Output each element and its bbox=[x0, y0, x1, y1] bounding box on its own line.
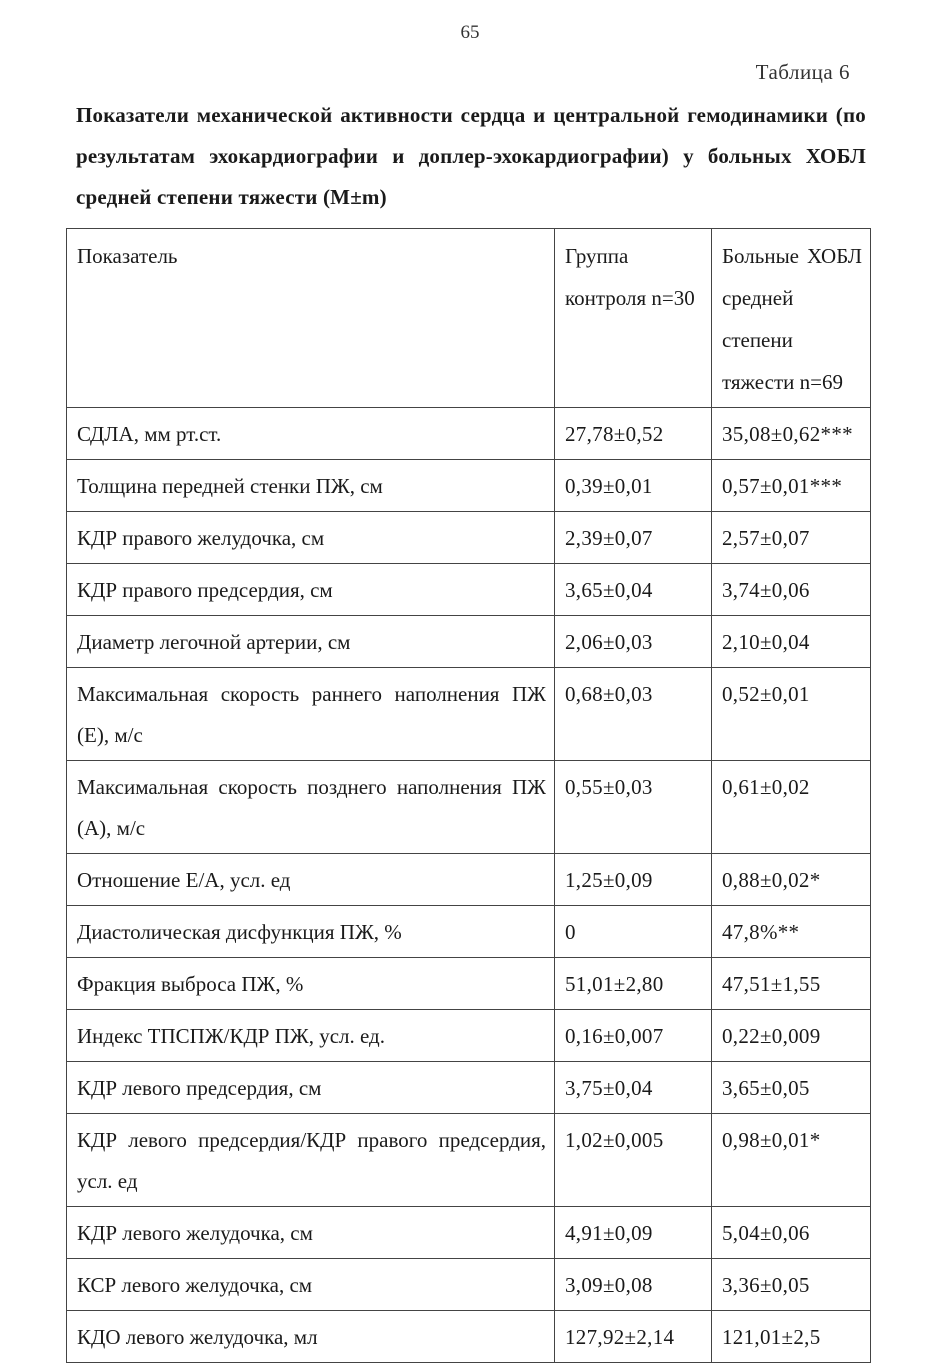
table-row bbox=[67, 1311, 871, 1363]
row-control-value: 3,75±0,04 bbox=[555, 1062, 712, 1114]
table-label: Таблица 6 bbox=[755, 60, 850, 84]
table-row bbox=[67, 564, 871, 616]
table-row bbox=[67, 512, 871, 564]
row-control-value: 0 bbox=[555, 906, 712, 958]
row-copd-value: 3,36±0,05 bbox=[712, 1259, 871, 1311]
row-copd-value: 0,98±0,01* bbox=[712, 1114, 871, 1207]
row-indicator: КДР правого желудочка, см bbox=[67, 512, 555, 564]
table-row bbox=[67, 761, 871, 854]
table-row bbox=[67, 1259, 871, 1311]
table-row bbox=[67, 460, 871, 512]
table-row bbox=[67, 668, 871, 761]
row-copd-value: 3,74±0,06 bbox=[712, 564, 871, 616]
table-row bbox=[67, 1207, 871, 1259]
row-copd-value: 121,01±2,5 bbox=[712, 1311, 871, 1363]
row-indicator: КДР левого предсердия/КДР правого предсердия, усл. ед bbox=[67, 1114, 555, 1207]
row-control-value: 51,01±2,80 bbox=[555, 958, 712, 1010]
row-copd-value: 3,65±0,05 bbox=[712, 1062, 871, 1114]
table-row bbox=[67, 854, 871, 906]
row-control-value: 0,16±0,007 bbox=[555, 1010, 712, 1062]
table-title: Показатели механической активности сердца и центральной гемодинамики (по результатам эхокардиографии и доплер-эхокардиографии) у больных ХОБЛ средней степени тяжести (M±m) bbox=[76, 103, 866, 209]
row-indicator: Отношение E/A, усл. ед bbox=[67, 854, 555, 906]
row-control-value: 1,02±0,005 bbox=[555, 1114, 712, 1207]
row-copd-value: 0,52±0,01 bbox=[712, 668, 871, 761]
row-copd-value: 2,57±0,07 bbox=[712, 512, 871, 564]
header-copd-group: Больные ХОБЛ средней степени тяжести n=69 bbox=[712, 229, 871, 408]
row-indicator: КДР правого предсердия, см bbox=[67, 564, 555, 616]
row-indicator: Диаметр легочной артерии, см bbox=[67, 616, 555, 668]
row-control-value: 2,06±0,03 bbox=[555, 616, 712, 668]
row-copd-value: 5,04±0,06 bbox=[712, 1207, 871, 1259]
row-copd-value: 35,08±0,62*** bbox=[712, 408, 871, 460]
row-copd-value: 0,61±0,02 bbox=[712, 761, 871, 854]
row-copd-value: 47,51±1,55 bbox=[712, 958, 871, 1010]
table-row bbox=[67, 1114, 871, 1207]
row-control-value: 3,65±0,04 bbox=[555, 564, 712, 616]
row-control-value: 0,39±0,01 bbox=[555, 460, 712, 512]
row-indicator: КДР левого предсердия, см bbox=[67, 1062, 555, 1114]
row-indicator: КДР левого желудочка, см bbox=[67, 1207, 555, 1259]
row-indicator: Толщина передней стенки ПЖ, см bbox=[67, 460, 555, 512]
row-indicator: Индекс ТПСПЖ/КДР ПЖ, усл. ед. bbox=[67, 1010, 555, 1062]
table-row bbox=[67, 906, 871, 958]
table-row bbox=[67, 616, 871, 668]
row-indicator: Фракция выброса ПЖ, % bbox=[67, 958, 555, 1010]
row-copd-value: 0,57±0,01*** bbox=[712, 460, 871, 512]
row-control-value: 3,09±0,08 bbox=[555, 1259, 712, 1311]
table-row bbox=[67, 408, 871, 460]
row-indicator: Диастолическая дисфункция ПЖ, % bbox=[67, 906, 555, 958]
row-control-value: 2,39±0,07 bbox=[555, 512, 712, 564]
page-number: 65 bbox=[460, 22, 480, 43]
row-indicator: Максимальная скорость раннего наполнения ПЖ (E), м/с bbox=[67, 668, 555, 761]
row-control-value: 0,68±0,03 bbox=[555, 668, 712, 761]
row-copd-value: 0,88±0,02* bbox=[712, 854, 871, 906]
row-control-value: 0,55±0,03 bbox=[555, 761, 712, 854]
table-row bbox=[67, 958, 871, 1010]
data-table bbox=[66, 228, 871, 1363]
row-indicator: СДЛА, мм рт.ст. bbox=[67, 408, 555, 460]
row-control-value: 1,25±0,09 bbox=[555, 854, 712, 906]
row-indicator: КСР левого желудочка, см bbox=[67, 1259, 555, 1311]
row-copd-value: 47,8%** bbox=[712, 906, 871, 958]
table-row bbox=[67, 1010, 871, 1062]
row-copd-value: 2,10±0,04 bbox=[712, 616, 871, 668]
header-control-group: Группа контроля n=30 bbox=[555, 229, 712, 408]
header-indicator: Показатель bbox=[67, 229, 555, 408]
row-control-value: 127,92±2,14 bbox=[555, 1311, 712, 1363]
table-header-row bbox=[67, 229, 871, 408]
row-copd-value: 0,22±0,009 bbox=[712, 1010, 871, 1062]
row-control-value: 4,91±0,09 bbox=[555, 1207, 712, 1259]
row-indicator: Максимальная скорость позднего наполнения ПЖ (A), м/с bbox=[67, 761, 555, 854]
row-control-value: 27,78±0,52 bbox=[555, 408, 712, 460]
row-indicator: КДО левого желудочка, мл bbox=[67, 1311, 555, 1363]
table-row bbox=[67, 1062, 871, 1114]
